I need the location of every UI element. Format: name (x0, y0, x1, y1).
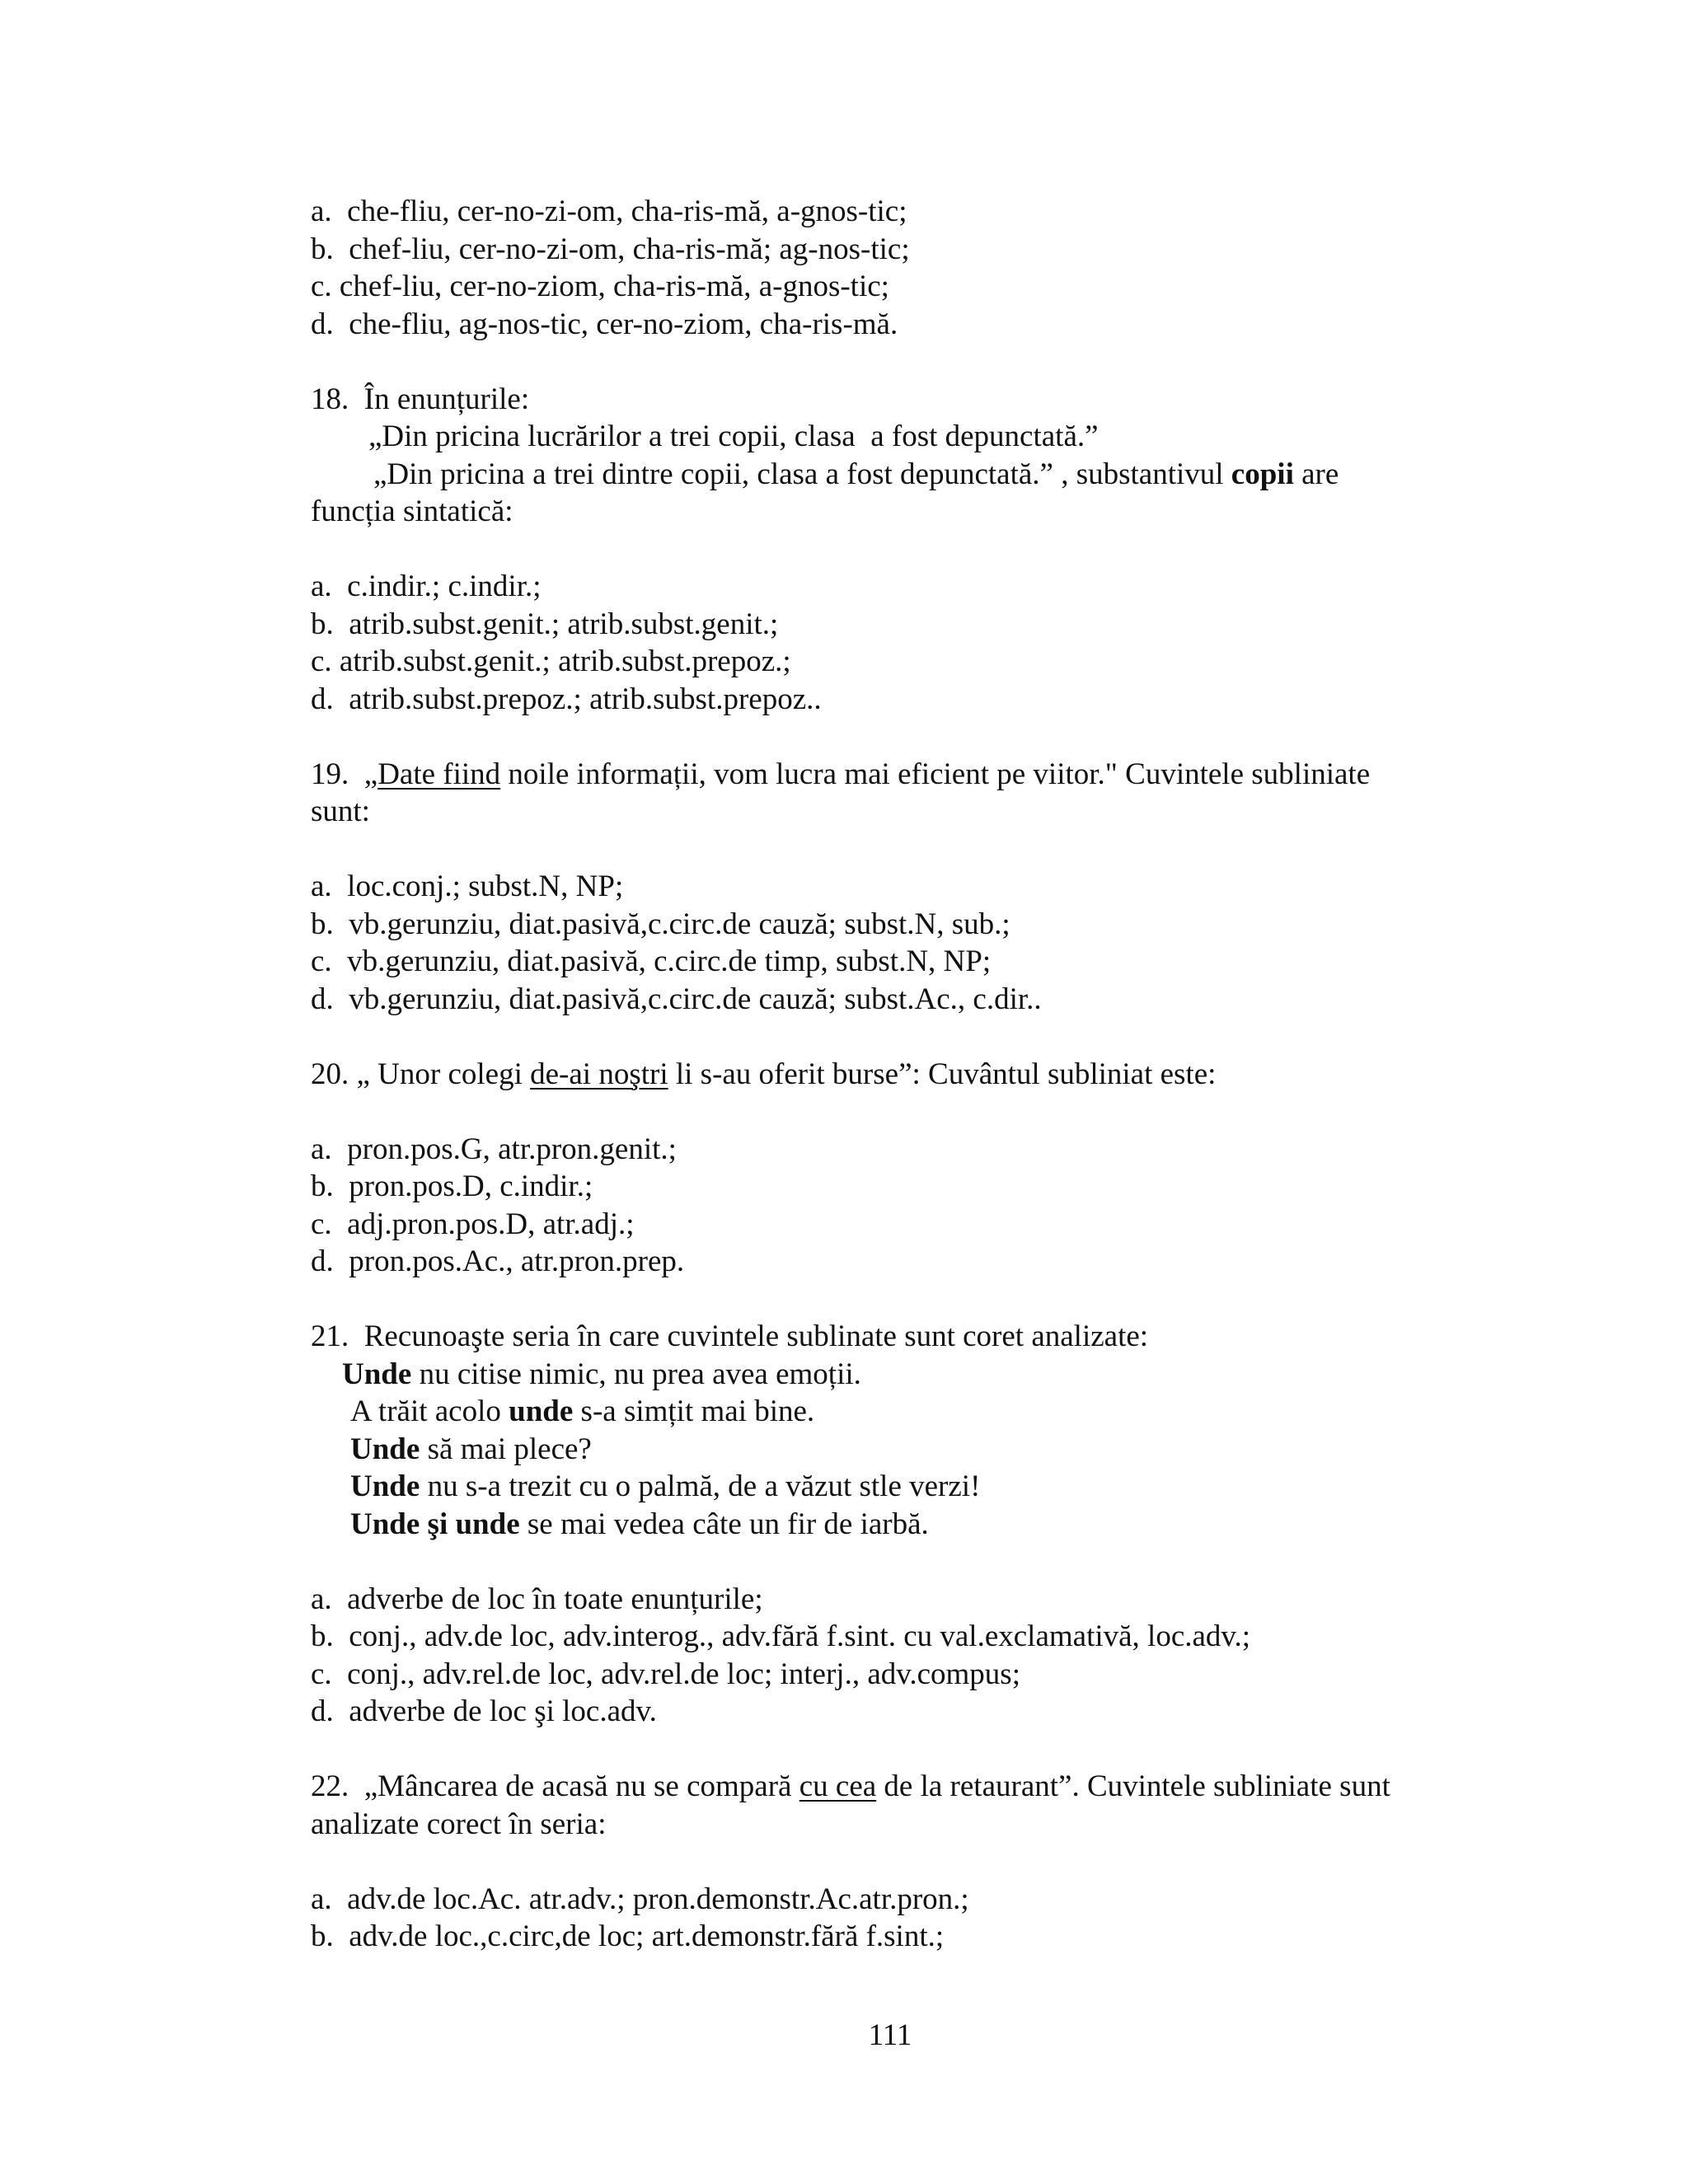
option-17-c: c. chef-liu, cer-no-ziom, cha-ris-mă, a-gnos-tic; (311, 269, 889, 303)
question-22-stem: 22. „Mâncarea de acasă nu se compară cu cea de la retaurant”. Cuvintele subliniate sunt (311, 1769, 1390, 1803)
question-18-stem: 18. În enunțurile: (311, 382, 530, 416)
option-18-a: a. c.indir.; c.indir.; (311, 569, 542, 603)
question-18 (311, 381, 1481, 719)
question-19 (311, 756, 1481, 1019)
question-22-stem-line-2: analizate corect în seria: (311, 1807, 607, 1841)
question-20 (311, 1056, 1481, 1281)
option-19-b: b. vb.gerunziu, diat.pasivă,c.circ.de cauză; subst.N, sub.; (311, 907, 1010, 941)
question-21-sentence-2: A trăit acolo unde s-a simțit mai bine. (350, 1394, 815, 1428)
option-19-d: d. vb.gerunziu, diat.pasivă,c.circ.de cauză; subst.Ac., c.dir.. (311, 982, 1042, 1016)
bold-word: copii (1231, 457, 1294, 491)
option-17-a: a. che-fliu, cer-no-zi-om, cha-ris-mă, a-gnos-tic; (311, 194, 907, 228)
question-21-sentence-1: Unde nu citise nimic, nu prea avea emoții. (342, 1357, 861, 1391)
question-19-stem-line-2: sunt: (311, 794, 370, 828)
question-18-sentence-2: „Din pricina a trei dintre copii, clasa a fost depunctată.” , substantivul copii are (373, 457, 1339, 491)
underlined-words: Date fiind (377, 757, 501, 791)
option-17-d: d. che-fliu, ag-nos-tic, cer-no-ziom, cha-ris-mă. (311, 307, 898, 341)
underlined-words: cu cea (799, 1769, 877, 1803)
option-21-c: c. conj., adv.rel.de loc, adv.rel.de loc; interj., adv.compus; (311, 1657, 1020, 1691)
option-22-a: a. adv.de loc.Ac. atr.adv.; pron.demonstr.Ac.atr.pron.; (311, 1882, 969, 1916)
option-18-b: b. atrib.subst.genit.; atrib.subst.genit.; (311, 607, 779, 641)
question-22 (311, 1768, 1481, 1956)
option-18-c: c. atrib.subst.genit.; atrib.subst.prepoz.; (311, 644, 791, 678)
option-17-b: b. chef-liu, cer-no-zi-om, cha-ris-mă; ag-nos-tic; (311, 232, 910, 266)
document-page (311, 193, 1481, 1956)
page-number: 111 (868, 2018, 912, 2052)
question-21-stem: 21. Recunoaşte seria în care cuvintele sublinate sunt coret analizate: (311, 1319, 1149, 1353)
question-18-sentence-1: „Din pricina lucrărilor a trei copii, clasa a fost depunctată.” (368, 419, 1099, 453)
question-18-sentence-3: funcția sintatică: (311, 494, 513, 528)
option-21-d: d. adverbe de loc şi loc.adv. (311, 1694, 657, 1728)
question-17-options (311, 193, 1481, 343)
question-21-sentence-4: Unde nu s-a trezit cu o palmă, de a văzut stle verzi! (350, 1469, 981, 1503)
question-19-stem: 19. „Date fiind noile informații, vom lucra mai eficient pe viitor." Cuvintele subliniate (311, 757, 1371, 791)
underlined-words: de-ai noştri (530, 1057, 668, 1091)
option-21-a: a. adverbe de loc în toate enunțurile; (311, 1582, 763, 1616)
option-20-a: a. pron.pos.G, atr.pron.genit.; (311, 1132, 677, 1166)
option-22-b: b. adv.de loc.,c.circ,de loc; art.demonstr.fără f.sint.; (311, 1919, 945, 1953)
option-20-c: c. adj.pron.pos.D, atr.adj.; (311, 1207, 635, 1241)
option-20-b: b. pron.pos.D, c.indir.; (311, 1169, 593, 1203)
option-21-b: b. conj., adv.de loc, adv.interog., adv.fără f.sint. cu val.exclamativă, loc.adv.; (311, 1619, 1251, 1653)
question-21 (311, 1318, 1481, 1731)
option-19-a: a. loc.conj.; subst.N, NP; (311, 869, 624, 903)
question-21-sentence-3: Unde să mai plece? (350, 1432, 592, 1466)
option-19-c: c. vb.gerunziu, diat.pasivă, c.circ.de timp, subst.N, NP; (311, 944, 992, 978)
option-20-d: d. pron.pos.Ac., atr.pron.prep. (311, 1244, 685, 1278)
question-20-stem: 20. „ Unor colegi de-ai noştri li s-au oferit burse”: Cuvântul subliniat este: (311, 1057, 1217, 1091)
option-18-d: d. atrib.subst.prepoz.; atrib.subst.prepoz.. (311, 682, 822, 716)
question-21-sentence-5: Unde şi unde se mai vedea câte un fir de iarbă. (350, 1507, 929, 1541)
